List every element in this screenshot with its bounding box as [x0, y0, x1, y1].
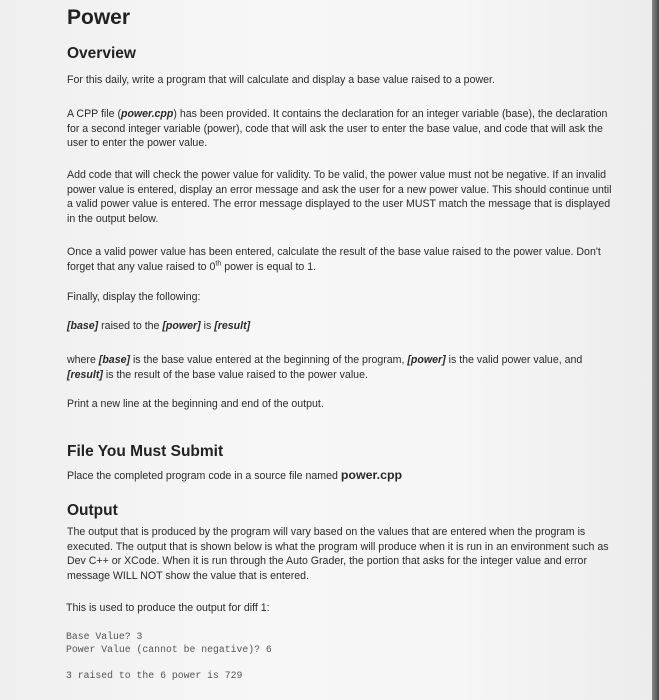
- output-text: The output that is produced by the program will vary based on the values that are entered when the program is executed. The output that is shown below is what the program will produce when it is run in an environment such as Dev C++ or XCode. When it is run through the Auto Grader, the portion that asks for the integer value and error message WILL NOT show the value that is entered.: [67, 526, 609, 582]
- diff-label: This is used to produce the output for diff 1:: [66, 602, 270, 614]
- output-heading: Output: [67, 502, 118, 519]
- submit-file-name: power.cpp: [340, 468, 403, 482]
- code-line-1: Base Value? 3: [66, 631, 143, 642]
- overview-paragraph-5: Finally, display the following:: [67, 291, 201, 303]
- page-title: Power: [67, 6, 131, 29]
- overview-paragraph-6: where [base] is the base value entered at the beginning of the program, [power] is the valid power value, and [result] is the result of the base value raised to the power value.: [67, 354, 583, 381]
- overview-heading: Overview: [67, 45, 136, 62]
- code-line-2: Power Value (cannot be negative)? 6: [66, 644, 272, 655]
- overview-intro: For this daily, write a program that will calculate and display a base value raised to a power.: [67, 74, 495, 86]
- overview-paragraph-7: Print a new line at the beginning and end of the output.: [67, 398, 324, 410]
- overview-paragraph-3: Add code that will check the power value for validity. To be valid, the power value must not be negative. If an invalid power value is entered, display an error message and ask the user for a new power value. This should continue until a valid power value is entered. The error message displayed to the user MUST match the message that is displayed in the output below.: [67, 169, 612, 225]
- file-name: power.cpp: [120, 108, 174, 120]
- submit-heading: File You Must Submit: [67, 443, 224, 460]
- page-edge-shadow: [652, 0, 659, 700]
- submit-text: Place the completed program code in a source file named power.cpp: [67, 468, 403, 482]
- code-line-3: 3 raised to the 6 power is 729: [66, 670, 243, 681]
- overview-paragraph-4: Once a valid power value has been entered, calculate the result of the base value raised to the power value. Don't forget that any value raised to 0th power is equal to 1.: [67, 246, 601, 273]
- overview-paragraph-2: A CPP file (power.cpp) has been provided. It contains the declaration for an integer variable (base), the declaration for a second integer variable (power), code that will ask the user to enter the base value, and code that will ask the user to enter the power value.: [67, 108, 608, 150]
- output-format: [base] raised to the [power] is [result]: [67, 320, 251, 332]
